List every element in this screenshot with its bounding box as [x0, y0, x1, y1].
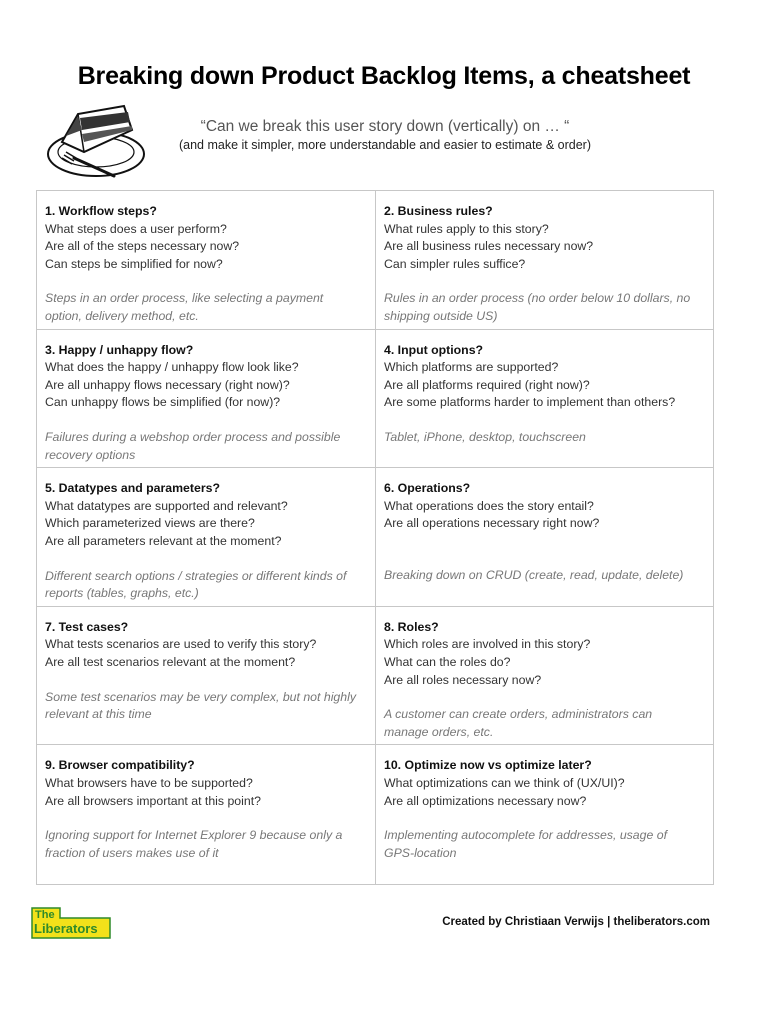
- cell-happy-unhappy-flow: [37, 330, 376, 469]
- cell-example-line: A customer can create orders, administrators can: [384, 707, 653, 722]
- footer-credit: Created by Christiaan Verwijs | theliberators.com: [442, 916, 710, 928]
- cell-example: [45, 429, 367, 464]
- cell-heading: 6. Operations?: [384, 481, 471, 496]
- cell-question: Can steps be simplified for now?: [45, 256, 223, 271]
- cell-roles: [376, 607, 714, 746]
- cell-example: [45, 827, 367, 862]
- cell-question: Which roles are involved in this story?: [384, 637, 591, 652]
- cell-example-line: recovery options: [45, 447, 136, 462]
- cell-example-line: reports (tables, graphs, etc.): [45, 586, 199, 601]
- cell-heading: 7. Test cases?: [45, 619, 129, 634]
- cell-heading: 4. Input options?: [384, 342, 484, 357]
- cell-heading: 5. Datatypes and parameters?: [45, 481, 220, 496]
- cell-example-line: Rules in an order process (no order below 10 dollars, no: [384, 291, 691, 306]
- cell-example-line: Steps in an order process, like selecting a payment: [45, 291, 324, 306]
- cell-example-line: Failures during a webshop order process and possible: [45, 429, 341, 444]
- cell-question: What datatypes are supported and relevant?: [45, 498, 288, 513]
- cell-example-line: Some test scenarios may be very complex, but not highly: [45, 689, 356, 704]
- cell-example: [384, 827, 706, 862]
- cell-question: Are all test scenarios relevant at the moment?: [45, 654, 296, 669]
- cell-example: [45, 689, 367, 724]
- cell-example-line: Implementing autocomplete for addresses, usage of: [384, 828, 667, 843]
- page-title: Breaking down Product Backlog Items, a cheatsheet: [77, 62, 691, 90]
- cell-example: [384, 567, 706, 585]
- cell-optimize-now-vs-later: [376, 745, 714, 884]
- cell-question: Are all platforms required (right now)?: [384, 377, 590, 392]
- cell-example: [384, 429, 706, 447]
- cell-question: What does the happy / unhappy flow look like?: [45, 360, 299, 375]
- cell-question: Which platforms are supported?: [384, 360, 559, 375]
- cell-question: Are some platforms harder to implement than others?: [384, 395, 676, 410]
- cell-heading: 3. Happy / unhappy flow?: [45, 342, 194, 357]
- subtitle-question: “Can we break this user story down (vertically) on … “: [200, 118, 570, 135]
- cell-heading: 9. Browser compatibility?: [45, 758, 195, 773]
- cell-heading: 1. Workflow steps?: [45, 204, 157, 218]
- cell-business-rules: [376, 191, 714, 330]
- cell-question: What steps does a user perform?: [45, 221, 227, 236]
- cell-heading: 10. Optimize now vs optimize later?: [384, 758, 592, 773]
- cell-question: What browsers have to be supported?: [45, 775, 253, 790]
- cell-question: Are all unhappy flows necessary (right now)?: [45, 377, 290, 392]
- cell-question: Are all of the steps necessary now?: [45, 239, 240, 254]
- cell-test-cases: [37, 607, 376, 746]
- cell-question: What rules apply to this story?: [384, 221, 549, 236]
- cell-question: Are all optimizations necessary now?: [384, 793, 587, 808]
- cell-example-line: shipping outside US): [384, 308, 498, 323]
- cell-question: Are all browsers important at this point?: [45, 793, 261, 808]
- cell-example-line: relevant at this time: [45, 707, 152, 722]
- cell-question: Can simpler rules suffice?: [384, 256, 526, 271]
- cell-example-line: fraction of users makes use of it: [45, 845, 219, 860]
- cell-workflow-steps: [37, 191, 376, 330]
- cell-example-line: Different search options / strategies or different kinds of: [45, 568, 347, 583]
- cell-question: Are all parameters relevant at the moment?: [45, 533, 282, 548]
- cell-example: [45, 290, 367, 325]
- cheatsheet-grid: [36, 190, 714, 885]
- cell-heading: 8. Roles?: [384, 619, 439, 634]
- cell-example-line: option, delivery method, etc.: [45, 308, 199, 323]
- cell-question: Can unhappy flows be simplified (for now)?: [45, 395, 281, 410]
- logo-text-liberators: Liberators: [34, 921, 98, 936]
- cell-question: What operations does the story entail?: [384, 498, 594, 513]
- cell-example-line: Ignoring support for Internet Explorer 9 because only a: [45, 828, 343, 843]
- cell-example: [384, 290, 706, 325]
- cell-question: Are all operations necessary right now?: [384, 516, 600, 531]
- cell-operations: [376, 468, 714, 607]
- cell-example: [45, 568, 367, 603]
- cell-example-line: manage orders, etc.: [384, 724, 494, 739]
- cell-question: Are all roles necessary now?: [384, 672, 542, 687]
- cell-question: What can the roles do?: [384, 654, 511, 669]
- cell-datatypes-parameters: [37, 468, 376, 607]
- cell-example: [384, 706, 706, 741]
- logo-text-the: The: [35, 909, 55, 921]
- cell-browser-compatibility: [37, 745, 376, 884]
- cell-question: What tests scenarios are used to verify this story?: [45, 637, 317, 652]
- cell-heading: 2. Business rules?: [384, 204, 493, 218]
- cell-example-line: GPS-location: [384, 845, 457, 860]
- cake-slice-icon: [44, 100, 170, 184]
- the-liberators-logo: [30, 906, 112, 940]
- cell-example-line: Tablet, iPhone, desktop, touchscreen: [384, 429, 586, 444]
- subtitle-note: (and make it simpler, more understandable and easier to estimate & order): [178, 138, 591, 152]
- cell-question: Which parameterized views are there?: [45, 516, 255, 531]
- cell-input-options: [376, 330, 714, 469]
- cell-question: What optimizations can we think of (UX/UI)?: [384, 775, 625, 790]
- cell-example-line: Breaking down on CRUD (create, read, update, delete): [384, 567, 684, 582]
- cell-question: Are all business rules necessary now?: [384, 239, 594, 254]
